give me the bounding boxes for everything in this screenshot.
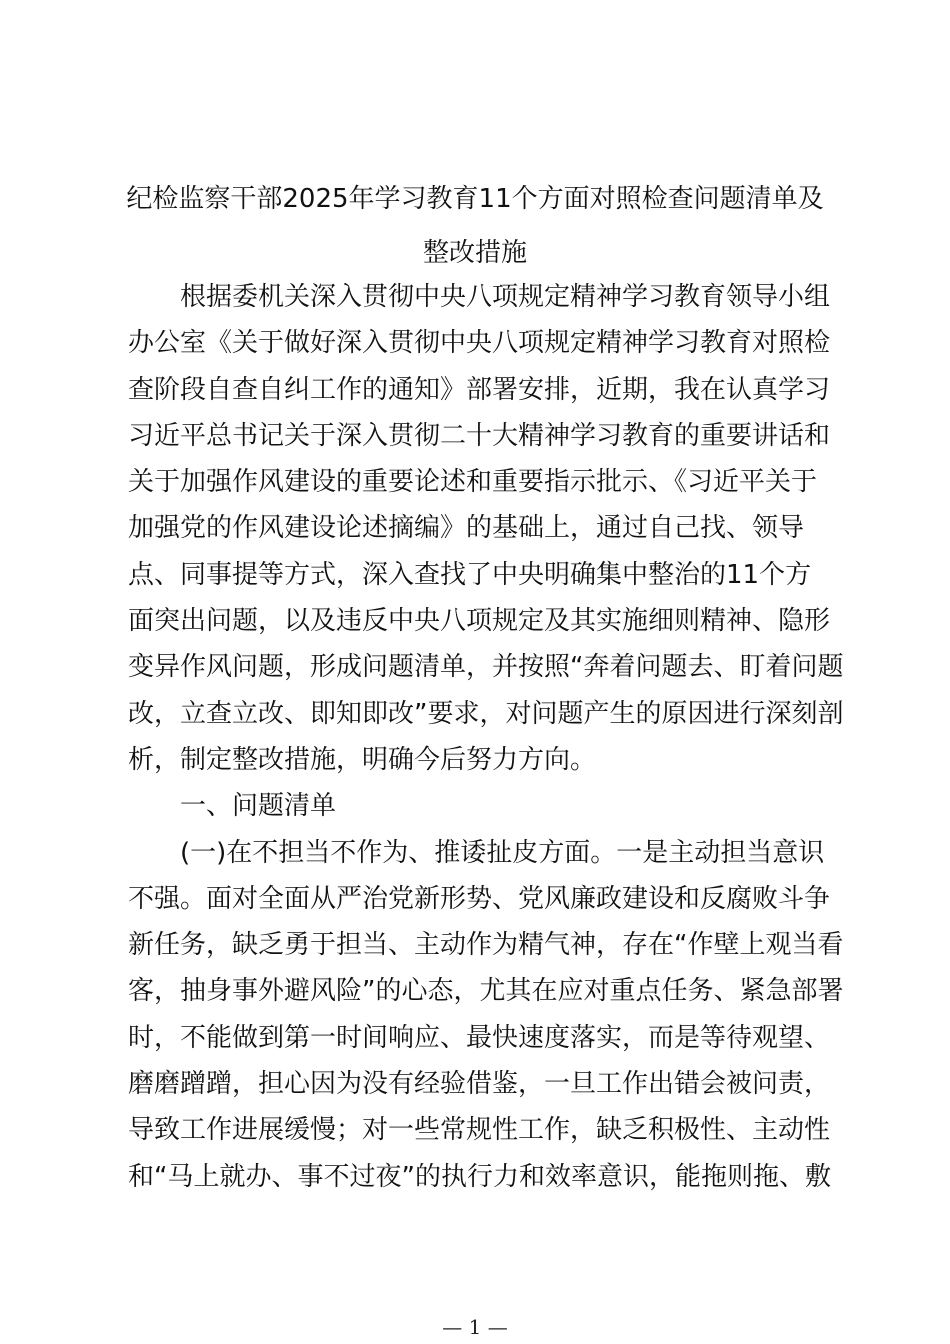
body-line: 关于加强作风建设的重要论述和重要指示批示、《习近平关于 [128,467,818,498]
body-line: 析，制定整改措施，明确今后努力方向。 [128,744,597,775]
body-line: 习近平总书记关于深入贯彻二十大精神学习教育的重要讲话和 [128,420,831,451]
body-line: 磨磨蹭蹭，担心因为没有经验借鉴，一旦工作出错会被问责， [128,1069,831,1100]
body-line: 客，抽身事外避风险”的心态，尤其在应对重点任务、紧急部署 [128,976,844,1007]
body-line: 根据委机关深入贯彻中央八项规定精神学习教育领导小组 [180,282,831,312]
body-line: 改，立查立改、即知即改”要求，对问题产生的原因进行深刻剖 [128,698,844,729]
body-line: 点、同事提等方式，深入查找了中央明确集中整治的11个方 [128,559,812,590]
body-line: 查阶段自查自纠工作的通知》部署安排，近期，我在认真学习 [128,374,831,405]
body-line: 不强。面对全面从严治党新形势、党风廉政建设和反腐败斗争 [128,883,831,914]
body-line: (一)在不担当不作为、推诿扯皮方面。一是主动担当意识 [180,837,825,868]
body-line: 办公室《关于做好深入贯彻中央八项规定精神学习教育对照检 [128,328,831,359]
body-line: 时，不能做到第一时间响应、最快速度落实，而是等待观望、 [128,1022,831,1053]
body-line: 加强党的作风建设论述摘编》的基础上，通过自己找、领导 [128,513,805,544]
body-line: 导致工作进展缓慢；对一些常规性工作，缺乏积极性、主动性 [128,1115,831,1146]
title-line-1: 纪检监察干部2025年学习教育11个方面对照检查问题清单及 [126,184,824,214]
document-body [128,274,844,1200]
section-heading: 一、问题清单 [180,791,337,822]
body-line: 和“马上就办、事不过夜”的执行力和效率意识，能拖则拖、敷 [128,1161,831,1192]
body-line: 变异作风问题，形成问题清单，并按照“奔着问题去、盯着问题 [128,652,844,683]
body-line: 面突出问题，以及违反中央八项规定及其实施细则精神、隐形 [128,606,831,637]
title-line-2: 整改措施 [422,238,527,268]
body-line: 新任务，缺乏勇于担当、主动作为精气神，存在“作壁上观当看 [128,930,844,961]
document-title [100,172,850,280]
page-number: — 1 — [442,1315,508,1339]
